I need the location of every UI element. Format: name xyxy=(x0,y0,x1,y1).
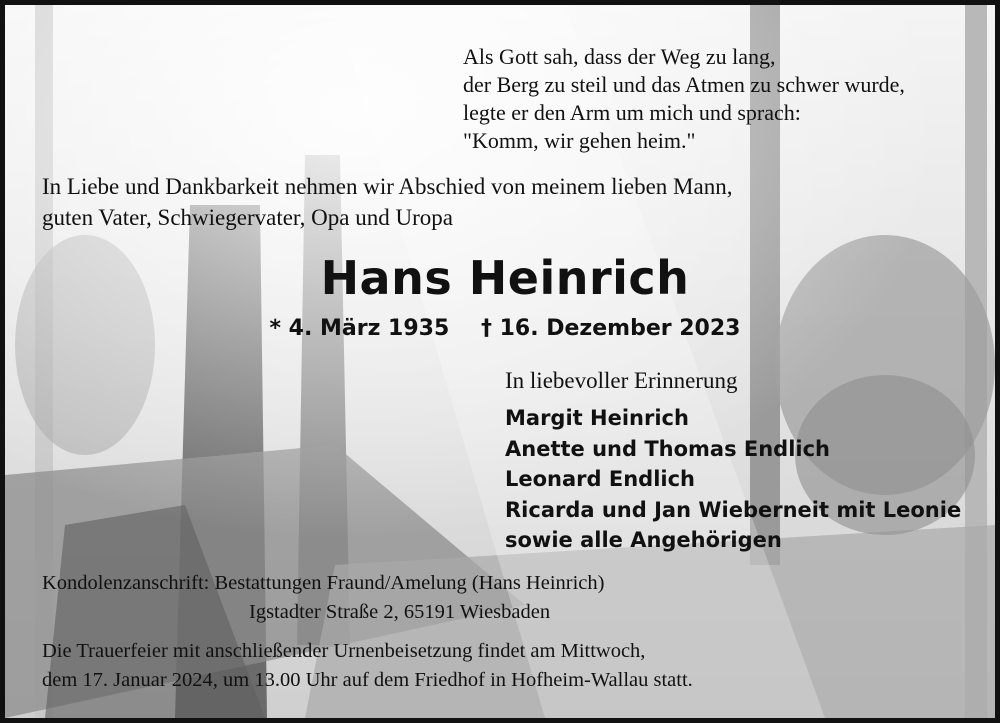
death-date: † 16. Dezember 2023 xyxy=(480,316,741,341)
mourner-name: Ricarda und Jan Wieberneit mit Leonie xyxy=(505,497,962,522)
service-line: Die Trauerfeier mit anschließender Urnenbeisetzung findet am Mittwoch, xyxy=(42,640,646,662)
intro-line: guten Vater, Schwiegervater, Opa und Uropa xyxy=(42,205,453,230)
mourner-name: Leonard Endlich xyxy=(505,467,695,491)
poem-line: "Komm, wir gehen heim." xyxy=(463,128,696,153)
service-info xyxy=(42,637,972,695)
mourner-name: Anette und Thomas Endlich xyxy=(505,436,831,461)
mourner-name: sowie alle Angehörigen xyxy=(505,528,782,552)
condolence-label: Kondolenzanschrift: Bestattungen Fraund/Amelung (Hans Heinrich) xyxy=(42,572,605,594)
birth-date: * 4. März 1935 xyxy=(269,316,450,341)
service-line: dem 17. Januar 2024, um 13.00 Uhr auf dem Friedhof in Hofheim-Wallau statt. xyxy=(42,669,693,691)
deceased-name: Hans Heinrich xyxy=(320,251,690,305)
poem-line: Als Gott sah, dass der Weg zu lang, xyxy=(463,44,776,69)
intro-line: In Liebe und Dankbarkeit nehmen wir Abschied von meinem lieben Mann, xyxy=(42,174,733,199)
poem-block xyxy=(463,43,983,155)
condolence-address: Igstadter Straße 2, 65191 Wiesbaden xyxy=(249,601,551,623)
mourners-list xyxy=(505,403,961,556)
poem-line: der Berg zu steil und das Atmen zu schwer wurde, xyxy=(463,72,905,97)
intro-text xyxy=(42,171,942,233)
memory-line: In liebevoller Erinnerung xyxy=(505,368,738,393)
poem-line: legte er den Arm um mich und sprach: xyxy=(463,100,801,125)
life-dates xyxy=(5,316,1000,341)
mourner-name: Margit Heinrich xyxy=(505,406,689,430)
